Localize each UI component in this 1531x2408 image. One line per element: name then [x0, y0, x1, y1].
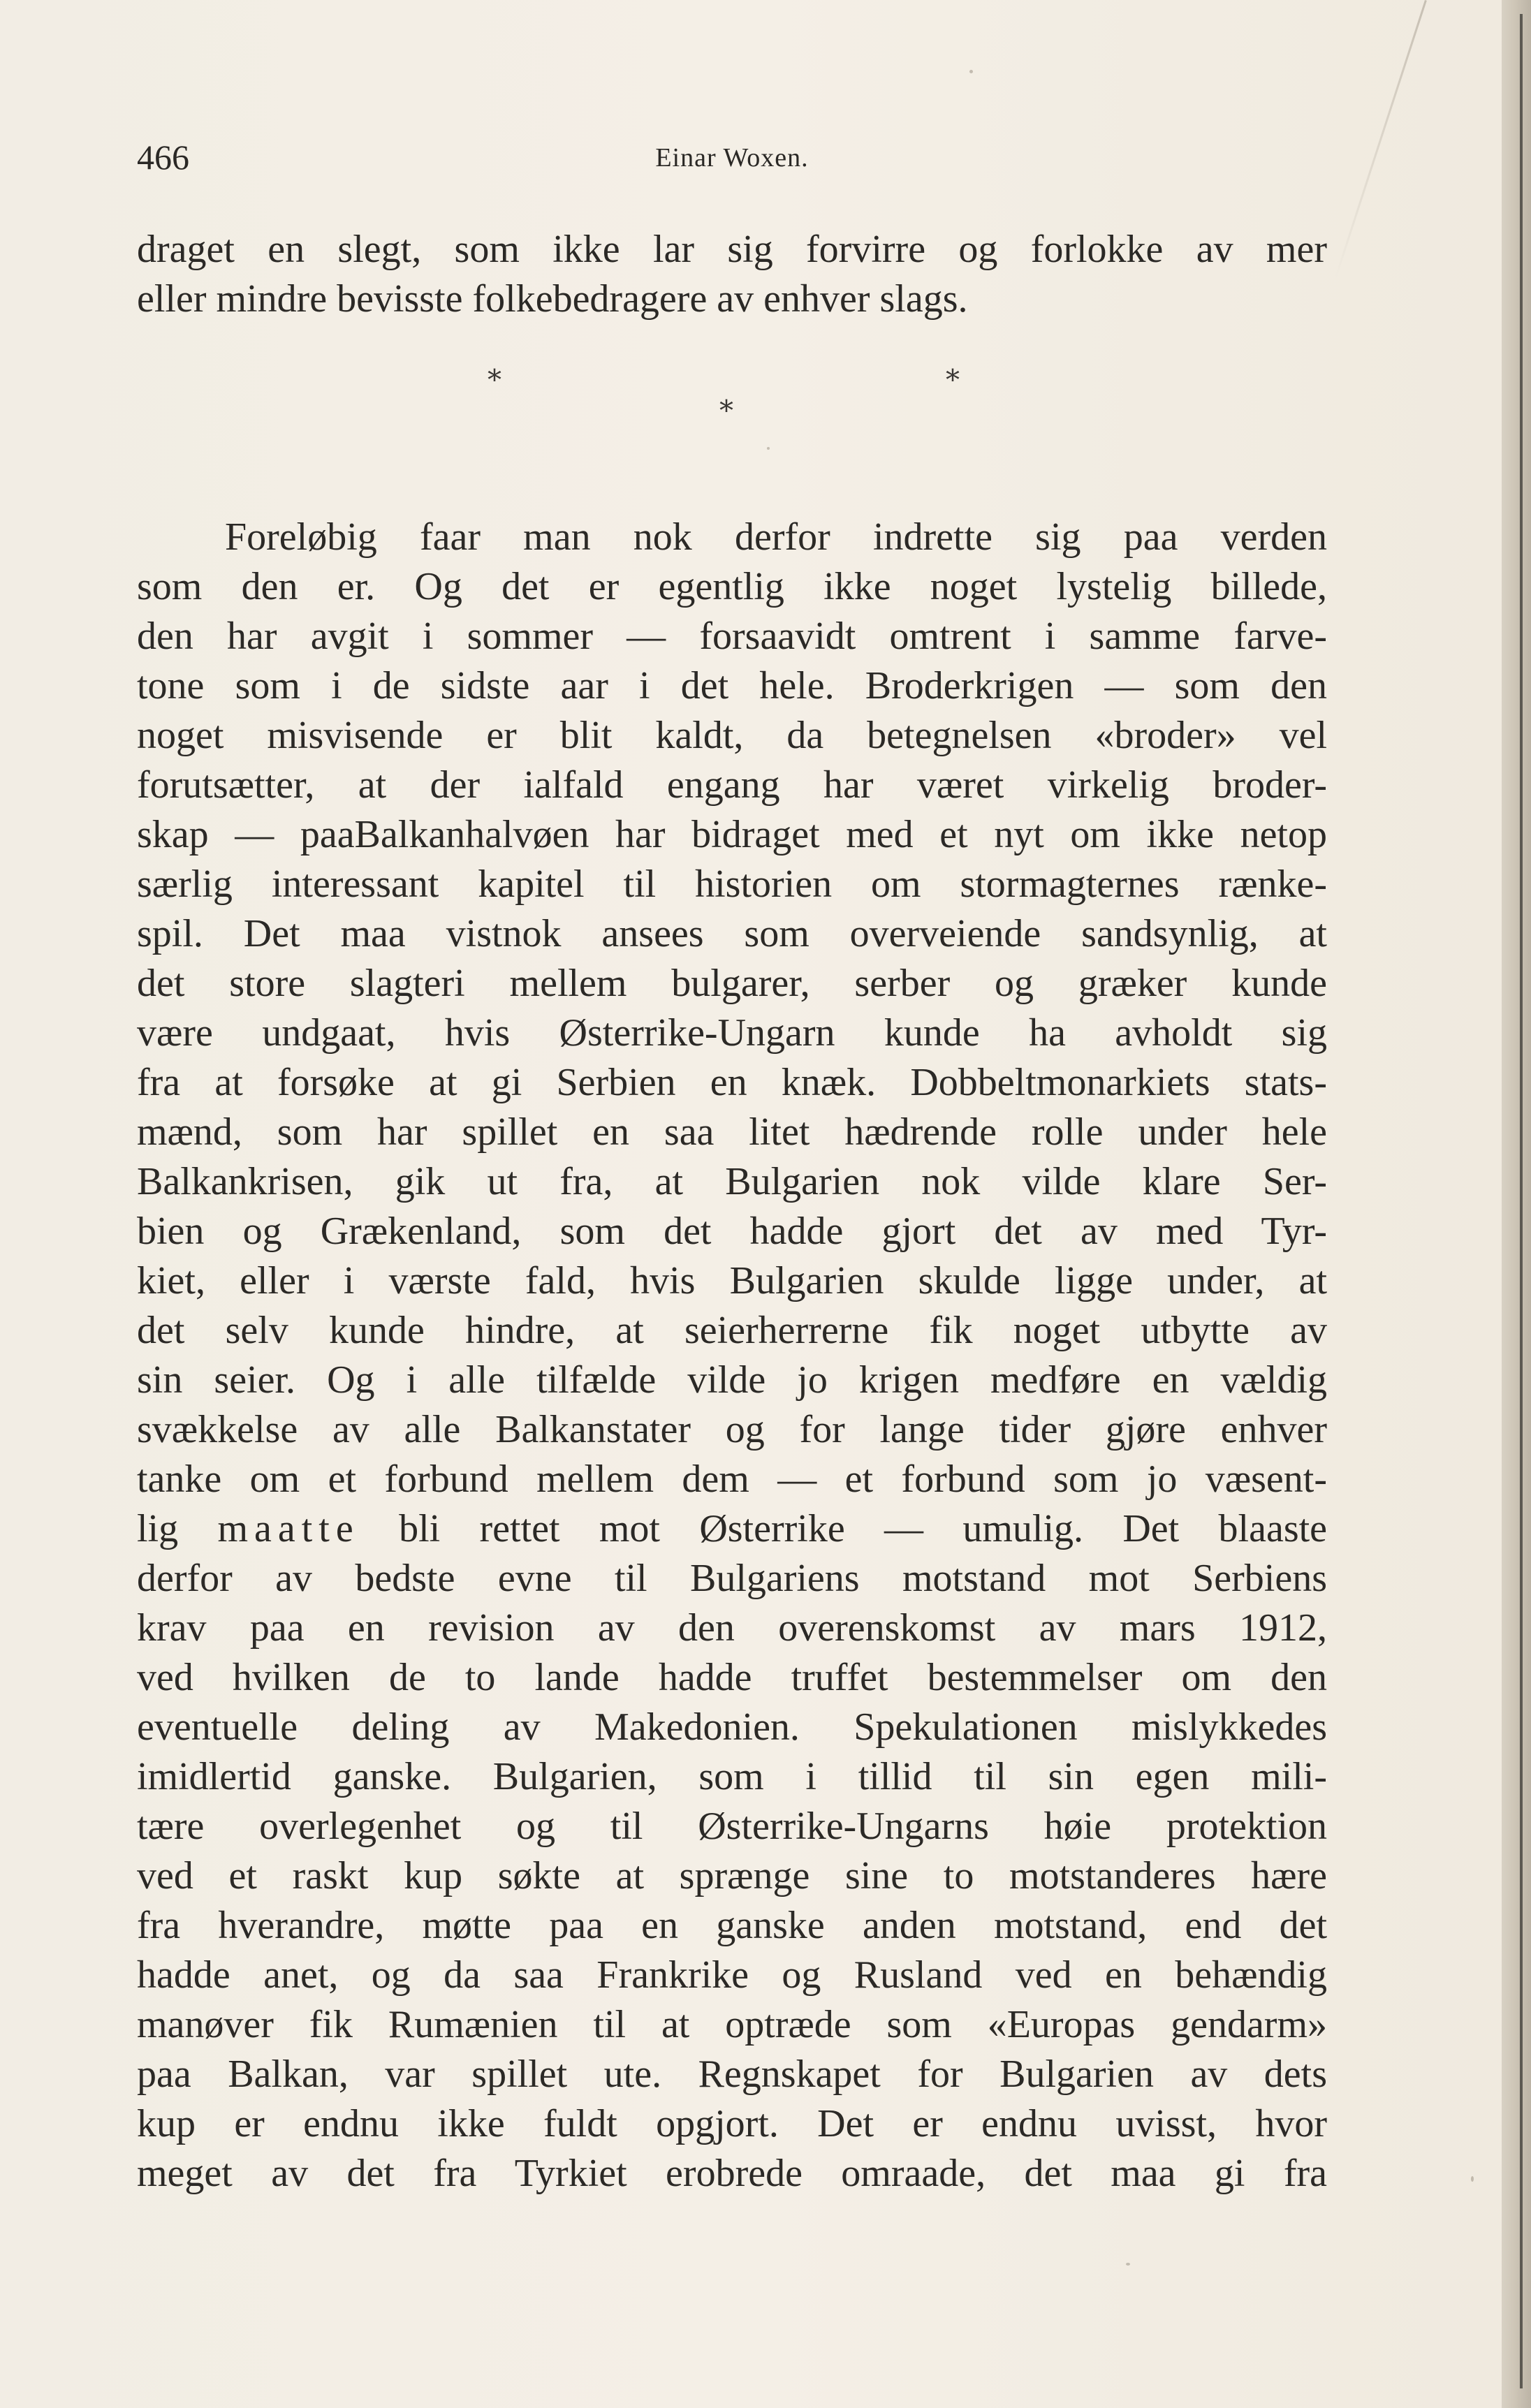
section-divider — [137, 324, 1327, 513]
paper-speck — [969, 70, 973, 73]
text-line-emphasis — [137, 1504, 1327, 1554]
text-line: den har avgit i sommer — forsaavidt omtrent i samme farve- — [137, 615, 1327, 658]
text-line: meget av det fra Tyrkiet erobrede omraade, det maa gi fra — [137, 2152, 1327, 2195]
text-line: Foreløbig faar man nok derfor indrette sig paa verden — [225, 515, 1327, 559]
text-fragment: lig — [137, 1507, 179, 1550]
paper-speck — [1126, 2263, 1130, 2266]
binding-edge — [1520, 14, 1523, 2388]
text-line: svækkelse av alle Balkanstater og for lange tider gjøre enhver — [137, 1408, 1327, 1451]
text-fragment: bli rettet mot Østerrike — umulig. Det blaaste — [399, 1507, 1328, 1550]
text-line: bien og Grækenland, som det hadde gjort det av med Tyr- — [137, 1210, 1327, 1253]
text-line: manøver fik Rumænien til at optræde som «Europas gendarm» — [137, 2003, 1327, 2046]
asterisk-icon: ⁎ — [488, 355, 501, 387]
page-number: 466 — [137, 138, 189, 177]
text-line: sin seier. Og i alle tilfælde vilde jo krigen medføre en vældig — [137, 1358, 1327, 1402]
page-gutter — [1502, 0, 1531, 2408]
text-line: forutsætter, at der ialfald engang har været virkelig broder- — [137, 763, 1327, 807]
text-line: paa Balkan, var spillet ute. Regnskapet for Bulgarien av dets — [137, 2053, 1327, 2096]
text-line: tanke om et forbund mellem dem — et forbund som jo væsent- — [137, 1458, 1327, 1501]
text-line: noget misvisende er blit kaldt, da betegnelsen «broder» vel — [137, 714, 1327, 757]
text-line: det selv kunde hindre, at seierherrerne fik noget utbytte av — [137, 1309, 1327, 1352]
text-line: kup er endnu ikke fuldt opgjort. Det er endnu uvisst, hvor — [137, 2102, 1327, 2145]
page-crease — [1334, 0, 1427, 279]
asterisk-icon: ⁎ — [946, 355, 960, 387]
asterisk-icon: ⁎ — [719, 386, 733, 418]
text-line: fra at forsøke at gi Serbien en knæk. Dobbeltmonarkiets stats- — [137, 1061, 1327, 1104]
page-header — [137, 137, 1327, 200]
text-line: fra hverandre, møtte paa en ganske anden motstand, end det — [137, 1904, 1327, 1947]
text-line: derfor av bedste evne til Bulgariens motstand mot Serbiens — [137, 1557, 1327, 1600]
text-line: krav paa en revision av den overenskomst av mars 1912, — [137, 1606, 1327, 1650]
text-line: hadde anet, og da saa Frankrike og Rusland ved en behændig — [137, 1953, 1327, 1997]
text-line: spil. Det maa vistnok ansees som overveiende sandsynlig, at — [137, 912, 1327, 955]
body-text — [137, 225, 1327, 2198]
running-head: Einar Woxen. — [655, 143, 809, 172]
text-line: være undgaat, hvis Østerrike-Ungarn kunde ha avholdt sig — [137, 1011, 1327, 1055]
text-line: det store slagteri mellem bulgarer, serber og græker kunde — [137, 962, 1327, 1005]
paragraph-2 — [137, 513, 1327, 2198]
paper-speck — [1471, 2176, 1474, 2182]
text-line: skap — paaBalkanhalvøen har bidraget med et nyt om ikke netop — [137, 813, 1327, 856]
text-line: tære overlegenhet og til Østerrike-Ungarns høie protektion — [137, 1805, 1327, 1848]
text-line: ved et raskt kup søkte at sprænge sine to motstanderes hære — [137, 1854, 1327, 1897]
text-line: ved hvilken de to lande hadde truffet bestemmelser om den — [137, 1656, 1327, 1699]
text-line: særlig interessant kapitel til historien om stormagternes rænke- — [137, 862, 1327, 906]
paragraph-1 — [137, 225, 1327, 324]
text-line: mænd, som har spillet en saa litet hædrende rolle under hele — [137, 1110, 1327, 1154]
text-line: kiet, eller i værste fald, hvis Bulgarien skulde ligge under, at — [137, 1259, 1327, 1302]
spaced-emphasis: maatte — [217, 1507, 360, 1550]
text-line: imidlertid ganske. Bulgarien, som i tillid til sin egen mili- — [137, 1755, 1327, 1798]
text-line: eller mindre bevisste folkebedragere av enhver slags. — [137, 277, 968, 321]
text-line: Balkankrisen, gik ut fra, at Bulgarien nok vilde klare Ser- — [137, 1160, 1327, 1203]
text-line: eventuelle deling av Makedonien. Spekulationen mislykkedes — [137, 1705, 1327, 1749]
text-line: som den er. Og det er egentlig ikke noget lystelig billede, — [137, 565, 1327, 608]
text-line: tone som i de sidste aar i det hele. Broderkrigen — som den — [137, 664, 1327, 707]
text-line: draget en slegt, som ikke lar sig forvirre og forlokke av mer — [137, 228, 1327, 271]
